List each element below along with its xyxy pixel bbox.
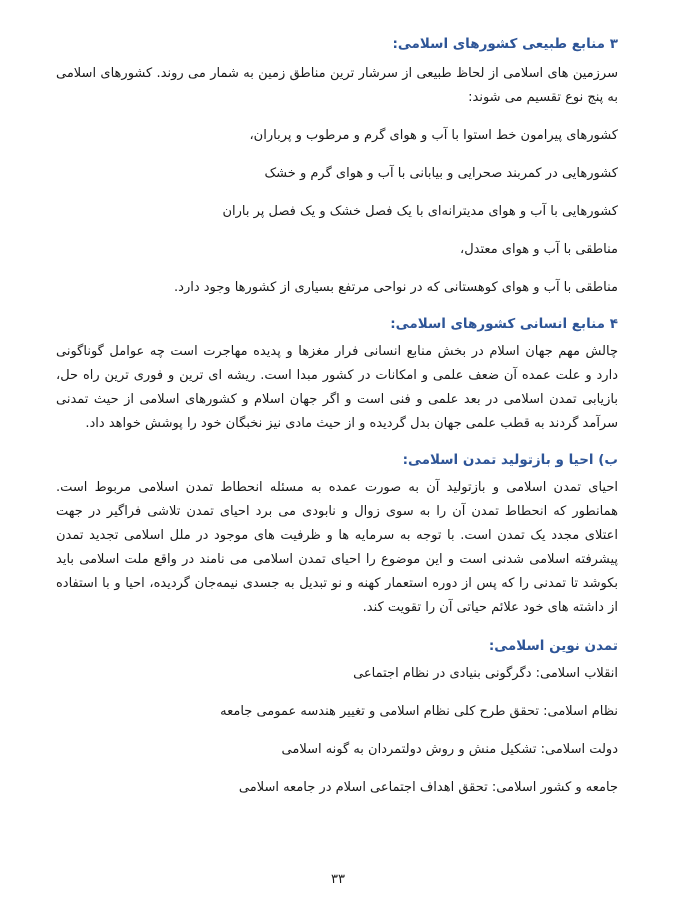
list-item: جامعه و کشور اسلامی: تحقق اهداف اجتماعی اسلام در جامعه اسلامی: [238, 780, 618, 795]
section-b-body: احیای تمدن اسلامی و بازتولید آن به صورت عمده به مسئله انحطاط تمدن اسلامی مربوط است. همانطور که انحطاط تمدن آن را به سوی زوال و نابودی می برد احیای تمدن تلاشی فراگیر در جهت اعتلای مجدد یک تمدن است. با توجه به سرمایه ها و ظرفیت های موجود در ملل اسلامی تجدید تمدن پیشرفته اسلامی شدنی است و این موضوع را احیای تمدن اسلامی می نامند در واقع ملت اسلامی باید بکوشد تا تمدنی را که پس از دوره استعمار کهنه و نو تبدیل به جسدی نیمه‌جان گردیده، احیا و با استفاده از داشته های خود علائم حیاتی آن را تقویت کند.: [56, 480, 618, 615]
list-item: مناطقی با آب و هوای کوهستانی که در نواحی مرتفع بسیاری از کشورها وجود دارد.: [174, 280, 618, 295]
section-3-intro: سرزمین های اسلامی از لحاظ طبیعی از سرشار ترین مناطق زمین به شمار می روند. کشورهای اسلامی به پنج نوع تقسیم می شوند:: [56, 66, 618, 105]
section-new-heading: تمدن نوین اسلامی:: [488, 638, 618, 654]
page-number: ۳۳: [331, 872, 345, 887]
list-item: دولت اسلامی: تشکیل منش و روش دولتمردان به گونه اسلامی: [281, 742, 618, 757]
list-item: نظام اسلامی: تحقق طرح کلی نظام اسلامی و تغییر هندسه عمومی جامعه: [220, 704, 618, 719]
list-item: کشورهایی با آب و هوای مدیترانه‌ای با یک فصل خشک و یک فصل پر باران: [222, 204, 618, 219]
list-item: کشورهای پیرامون خط استوا با آب و هوای گرم و مرطوب و پرباران،: [249, 128, 618, 143]
list-item: کشورهایی در کمربند صحرایی و بیابانی با آب و هوای گرم و خشک: [264, 166, 618, 181]
section-4-body: چالش مهم جهان اسلام در بخش منابع انسانی فرار مغزها و پدیده مهاجرت است چه عوامل گوناگونی دارد و علت عمده آن ضعف علمی و امکانات در کشور مبدا است. ریشه ای ترین و فوری ترین راه حل، بازیابی تمدن اسلامی در بعد علمی و فنی است و اگر جهان اسلام و کشورهای اسلامی از حیث تمدنی سرآمد گردند به قطب علمی جهان بدل گردیده و از حیث مادی نیز نخبگان خود را پوشش خواهد داد.: [56, 344, 618, 431]
section-3-heading: ۳ منابع طبیعی کشورهای اسلامی:: [392, 36, 618, 52]
section-4-heading: ۴ منابع انسانی کشورهای اسلامی:: [390, 316, 618, 332]
list-item: مناطقی با آب و هوای معتدل،: [460, 242, 618, 257]
list-item: انقلاب اسلامی: دگرگونی بنیادی در نظام اجتماعی: [353, 666, 618, 681]
section-b-heading: ب) احیا و بازتولید تمدن اسلامی:: [402, 452, 618, 468]
